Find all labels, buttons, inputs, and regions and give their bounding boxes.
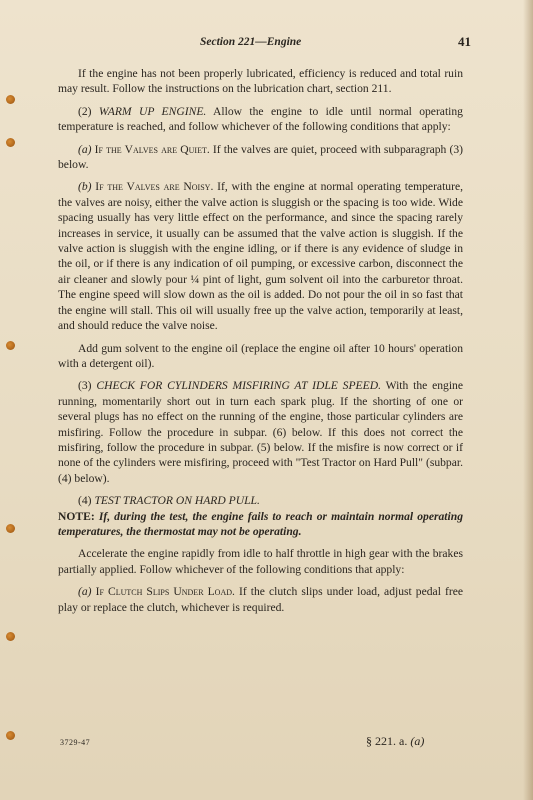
paragraph-number: (b) bbox=[78, 180, 92, 194]
paragraph-number: (4) bbox=[78, 494, 92, 508]
paragraph-number: (3) bbox=[78, 379, 92, 393]
paragraph-clutch-slips bbox=[58, 584, 463, 615]
paragraph-heading: If the Valves are Quiet. bbox=[94, 142, 210, 156]
paragraph-text: If the valves are quiet, proceed with subparagraph (3) below. bbox=[58, 142, 463, 172]
paragraph-lubrication: If the engine has not been properly lubricated, efficiency is reduced and total ruin may result. Follow the instructions on the lubrication chart, section 211. bbox=[58, 67, 463, 96]
paragraph-text: With the engine running, momentarily short out in turn each spark plug. If the shorting of one or several plugs has no effect on the running of the engine, those particular cylinders are misfiring. Follow the procedure in subpar. (6) below. If this does not correct the misfiring, follow the procedure in subpar. (5) below. If the misfire is now correct or if none of the cylinders were misfiring, proceed with "Test Tractor on Hard Pull" (subpar. (4) below). bbox=[58, 379, 463, 485]
footer-reference bbox=[366, 734, 424, 749]
body-text bbox=[58, 66, 463, 622]
paragraph-warm-up bbox=[58, 104, 463, 135]
paragraph-gum-solvent: Add gum solvent to the engine oil (replace the engine oil after 10 hours' operation with a detergent oil). bbox=[58, 341, 463, 370]
paragraph-text: If, with the engine at normal operating temperature, the valves are noisy, either the valve action is sluggish or the spacing is too wide. Wide spacing usually has very little effect on the performance, and since the spacing rarely increases in service, it usually can be assumed that the valve action is sluggish. If the valve action is sluggish with the engine idling, or if there is any evidence of sludge in the oil, or if there is any indication of oil pumping, or excessive carbon, disconnect the air cleaner and slowly pour ¼ pint of light, gum solvent oil into the carburetor throat. The engine speed will slow down as the oil is added. Do not pour the oil in so fast that the engine will stall. This oil will usually free up the valve action, temporarily at least, and should reduce the valve noise. bbox=[58, 180, 463, 333]
page-number: 41 bbox=[458, 34, 471, 49]
note bbox=[58, 509, 463, 540]
paragraph-number: (2) bbox=[78, 104, 92, 118]
footer-ref-sub: (a) bbox=[410, 734, 425, 748]
footer-code: 3729-47 bbox=[60, 738, 91, 747]
running-head: Section 221—Engine bbox=[200, 36, 302, 48]
paragraph-heading: If the Valves are Noisy. bbox=[95, 180, 214, 194]
binder-hole-icon bbox=[6, 632, 15, 641]
binder-hole-icon bbox=[6, 138, 15, 147]
page-edge-shadow bbox=[523, 0, 533, 800]
paragraph-hard-pull bbox=[58, 493, 463, 508]
binder-hole-icon bbox=[6, 524, 15, 533]
paragraph-valves-noisy bbox=[58, 179, 463, 333]
paragraph-heading: If Clutch Slips Under Load. bbox=[95, 585, 235, 599]
binder-hole-icon bbox=[6, 95, 15, 104]
paragraph-text: If the clutch slips under load, adjust pedal free play or replace the clutch, whichever is required. bbox=[58, 585, 463, 614]
binder-hole-icon bbox=[6, 341, 15, 350]
note-text: If, during the test, the engine fails to reach or maintain normal operating temperatures, the thermostat may not be operating. bbox=[58, 509, 463, 538]
paragraph-valves-quiet bbox=[58, 142, 463, 173]
paragraph-number: (a) bbox=[78, 585, 92, 599]
paragraph-heading: WARM UP ENGINE. bbox=[98, 104, 207, 118]
footer-ref-prefix: § 221. a. bbox=[366, 734, 408, 748]
binder-hole-icon bbox=[6, 731, 15, 740]
paragraph-heading: CHECK FOR CYLINDERS MISFIRING AT IDLE SPEED. bbox=[96, 379, 381, 393]
paragraph-text: Allow the engine to idle until normal operating temperature is reached, and follow whichever of the following conditions that apply: bbox=[58, 104, 463, 134]
paragraph-misfiring bbox=[58, 378, 463, 486]
paragraph-heading: TEST TRACTOR ON HARD PULL. bbox=[94, 494, 260, 508]
paragraph-number: (a) bbox=[78, 142, 92, 156]
paragraph-accelerate: Accelerate the engine rapidly from idle to half throttle in high gear with the brakes partially applied. Follow whichever of the following conditions that apply: bbox=[58, 547, 463, 576]
note-label: NOTE: bbox=[58, 509, 95, 523]
